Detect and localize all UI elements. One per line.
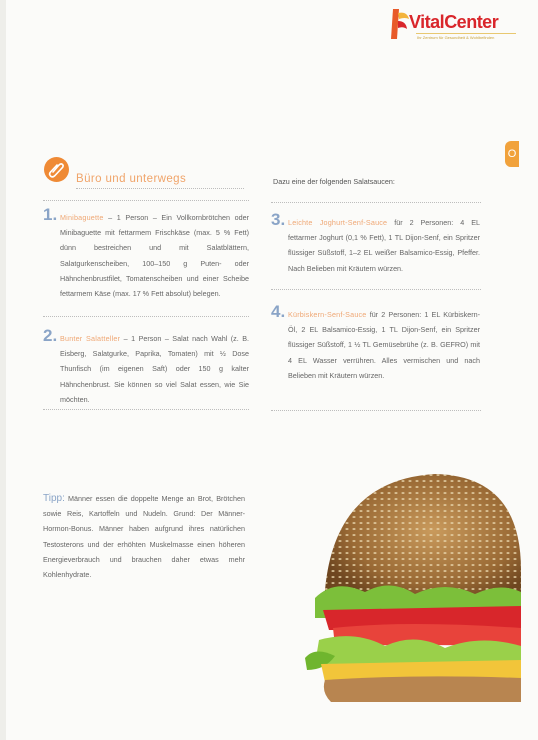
tip-text: Männer essen die doppelte Menge an Brot, Brötchen sowie Reis, Kartoffeln und Nudeln. Grund: Der Männer-Hormon-Bonus. Männer haben aufgrund ihres natürlichen Testosterons und der erhöhten Muskelmasse einen höheren Energieverbrauch und brauchen daher etwas mehr Kohlenhydrate. xyxy=(43,494,245,580)
logo-rule xyxy=(416,33,516,34)
tip-box xyxy=(43,491,245,582)
list-item xyxy=(271,210,481,285)
divider xyxy=(43,316,249,317)
item-title: Leichte Joghurt-Senf-Sauce xyxy=(288,218,388,227)
vitalcenter-logo xyxy=(389,7,519,47)
item-title: Kürbiskern-Senf-Sauce xyxy=(288,310,367,319)
divider xyxy=(43,409,249,410)
item-text: – 1 Person – Ein Vollkornbrötchen oder Minibaguette mit fettarmem Frischkäse (max. 5 % Fett) dünn bestreichen und mit Salatblättern, Salatgurkenscheiben, 100–150 g Puten- oder Hähnchenbrustfilet, Tomatenscheiben und einer Scheibe fettarmem Käse (max. 17 % Fett absolut) belegen. xyxy=(60,213,249,299)
page-edge xyxy=(0,0,6,740)
item-text: für 2 Personen: 4 EL fettarmer Joghurt (0,1 % Fett), 1 TL Dijon-Senf, ein Spritzer flüssiger Süßstoff, 1–2 EL weißer Balsamico-Essig, Pfeffer. Nach Belieben mit Kräutern würzen. xyxy=(288,218,480,273)
item-number: 4. xyxy=(271,302,286,321)
item-number: 3. xyxy=(271,210,286,229)
section-title: Büro und unterwegs xyxy=(76,173,187,185)
logo-text: VitalCenter xyxy=(409,12,499,32)
item-number: 2. xyxy=(43,326,58,345)
divider xyxy=(271,202,481,203)
divider xyxy=(271,410,481,411)
list-item xyxy=(271,302,481,402)
item-title: Minibaguette xyxy=(60,213,104,222)
item-body xyxy=(60,210,249,301)
item-body xyxy=(288,307,480,383)
list-item xyxy=(43,205,249,310)
item-number: 1. xyxy=(43,205,58,224)
divider xyxy=(43,200,249,201)
item-title: Bunter Salatteller xyxy=(60,334,121,343)
burger-image xyxy=(295,460,521,702)
title-divider xyxy=(76,188,244,189)
intro-text: Dazu eine der folgenden Salatsaucen: xyxy=(273,177,395,186)
item-text: für 2 Personen: 1 EL Kürbiskern-Öl, 2 EL Balsamico-Essig, 1 TL Dijon-Senf, ein Spritzer flüssiger Süßstoff, 1 ½ TL Gemüsebrühe (z. B. GEFRO) mit 4 EL Wasser verrühren. Alles vermischen und nach Belieben mit Kräutern würzen. xyxy=(288,310,480,380)
tip-label: Tipp: xyxy=(43,493,65,504)
divider xyxy=(271,289,481,290)
item-body xyxy=(60,331,249,407)
paperclip-icon xyxy=(44,157,69,182)
item-body xyxy=(288,215,480,276)
item-text: – 1 Person – Salat nach Wahl (z. B. Eisberg, Salatgurke, Paprika, Tomaten) mit ½ Dose Thunfisch (im eigenen Saft) oder 150 g kalter Hähnchenbrust. Sie können so viel Salat essen, wie Sie möchten. xyxy=(60,334,249,404)
logo-tagline: Ihr Zentrum für Gesundheit & Wohlbefinden xyxy=(417,35,495,40)
list-item xyxy=(43,326,249,404)
side-tab: O xyxy=(505,141,519,167)
